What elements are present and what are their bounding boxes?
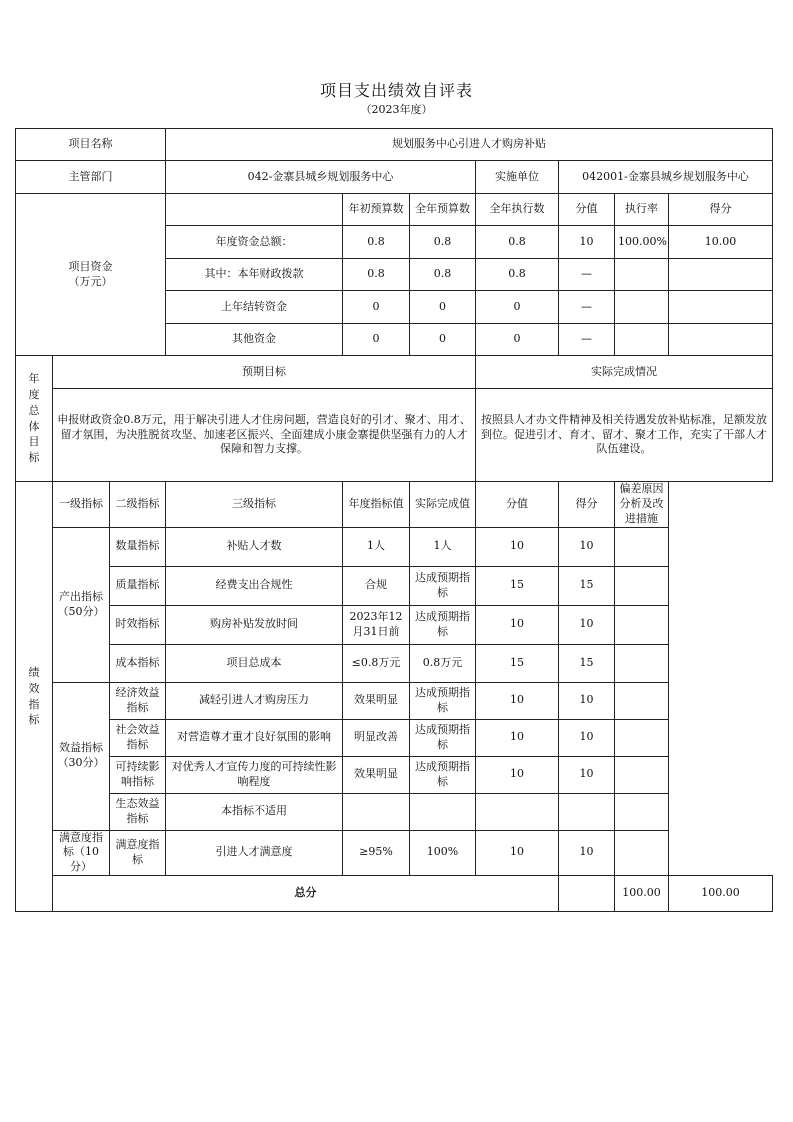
- goals-section-label: [16, 356, 53, 482]
- indicator-score: 10: [559, 830, 615, 876]
- indicator-actual: 达成预期指标: [410, 756, 476, 793]
- funds-row-initial: 0: [343, 324, 410, 356]
- funds-row-score: [669, 259, 773, 291]
- indicator-note: [615, 793, 669, 830]
- funds-header-rate: 执行率: [615, 194, 669, 226]
- goals-actual-label: 实际完成情况: [476, 356, 773, 389]
- funds-row-annual: 0: [410, 291, 476, 324]
- project-name-value: 规划服务中心引进人才购房补贴: [166, 129, 773, 161]
- indicator-score-value: 15: [476, 566, 559, 605]
- indicator-note: [615, 719, 669, 756]
- indicator-score-value: 10: [476, 830, 559, 876]
- funds-section-label-text: 项目资金 （万元）: [68, 259, 113, 288]
- indicator-level3: 补贴人才数: [166, 527, 343, 566]
- funds-row-score: [669, 291, 773, 324]
- indicator-row: [16, 830, 773, 876]
- indicator-row: [16, 527, 773, 566]
- indicator-actual: 达成预期指标: [410, 605, 476, 644]
- indicator-target: 2023年12月31日前: [343, 605, 410, 644]
- indicators-header-level1: 一级指标: [53, 482, 110, 528]
- funds-row-score: [669, 324, 773, 356]
- funds-row-executed: 0: [476, 291, 559, 324]
- page-subtitle: （2023年度）: [360, 103, 433, 116]
- indicator-level2: 社会效益指标: [110, 719, 166, 756]
- indicator-target: 效果明显: [343, 682, 410, 719]
- indicator-score-value: 15: [476, 644, 559, 682]
- indicator-score-value: 10: [476, 527, 559, 566]
- funds-row-rate: [615, 259, 669, 291]
- indicator-note: [615, 682, 669, 719]
- indicators-header-note: 偏差原因分析及改进措施: [615, 482, 669, 528]
- indicator-note: [615, 756, 669, 793]
- funds-row-rate: [615, 324, 669, 356]
- funds-header-executed: 全年执行数: [476, 194, 559, 226]
- funds-section-label: [16, 194, 166, 356]
- indicator-level3: 本指标不适用: [166, 793, 343, 830]
- indicator-row: [16, 682, 773, 719]
- indicator-level2: 时效指标: [110, 605, 166, 644]
- indicator-actual: 达成预期指标: [410, 682, 476, 719]
- indicators-header-row: [16, 482, 773, 528]
- goals-expected-label: 预期目标: [53, 356, 476, 389]
- indicators-section-label: [16, 482, 53, 912]
- indicator-level1: [53, 527, 110, 682]
- funds-row-initial: 0.8: [343, 226, 410, 259]
- goals-expected-text: 申报财政资金0.8万元，用于解决引进人才住房问题，营造良好的引才、聚才、用才、留才氛围，为决胜脱贫攻坚、加速老区振兴、全面建成小康金寨提供坚强有力的人才保障和智力支撑。: [53, 389, 476, 482]
- indicators-header-level2: 二级指标: [110, 482, 166, 528]
- indicator-score: 10: [559, 719, 615, 756]
- indicators-header-actual: 实际完成值: [410, 482, 476, 528]
- goals-section-label-text: 年度总体目标: [28, 371, 40, 465]
- indicator-target: 效果明显: [343, 756, 410, 793]
- funds-row-label: 年度资金总额：: [166, 226, 343, 259]
- funds-row-annual: 0.8: [410, 259, 476, 291]
- indicator-target: 1人: [343, 527, 410, 566]
- indicator-target: 明显改善: [343, 719, 410, 756]
- indicator-score-value: 10: [476, 682, 559, 719]
- goals-actual-text: 按照县人才办文件精神及相关待遇发放补贴标准，足额发放到位。促进引才、育才、留才、聚才工作，充实了干部人才队伍建设。: [476, 389, 773, 482]
- indicator-level1: [53, 682, 110, 830]
- indicator-actual: 达成预期指标: [410, 566, 476, 605]
- funds-row-annual: 0.8: [410, 226, 476, 259]
- funds-row-score-value: —: [559, 259, 615, 291]
- funds-row-score-value: —: [559, 291, 615, 324]
- indicator-actual: 1人: [410, 527, 476, 566]
- indicator-level3: 购房补贴发放时间: [166, 605, 343, 644]
- indicator-row: [16, 719, 773, 756]
- dept-label: 主管部门: [16, 161, 166, 194]
- funds-row-executed: 0.8: [476, 226, 559, 259]
- funds-row-annual: 0: [410, 324, 476, 356]
- indicator-score: 10: [559, 756, 615, 793]
- indicator-note: [615, 644, 669, 682]
- funds-row-initial: 0: [343, 291, 410, 324]
- impl-value: 042001-金寨县城乡规划服务中心: [559, 161, 773, 194]
- funds-row-label: 其中：本年财政拨款: [166, 259, 343, 291]
- indicator-level1-text: 效益指标 （30分）: [57, 741, 105, 770]
- funds-header-blank: [166, 194, 343, 226]
- indicator-score: 10: [559, 605, 615, 644]
- indicator-target: [343, 793, 410, 830]
- indicators-header-level3: 三级指标: [166, 482, 343, 528]
- indicator-score-value: 10: [476, 719, 559, 756]
- page-title: 项目支出绩效自评表: [319, 81, 473, 100]
- impl-label: 实施单位: [476, 161, 559, 194]
- indicator-actual: 0.8万元: [410, 644, 476, 682]
- indicator-row: [16, 644, 773, 682]
- funds-row-score-value: 10: [559, 226, 615, 259]
- funds-header-annual: 全年预算数: [410, 194, 476, 226]
- project-name-row: [16, 129, 773, 161]
- total-label: 总分: [53, 876, 559, 912]
- indicator-level3: 减轻引进人才购房压力: [166, 682, 343, 719]
- indicator-score: 15: [559, 644, 615, 682]
- indicator-score-value: 10: [476, 756, 559, 793]
- indicator-level2: 可持续影响指标: [110, 756, 166, 793]
- indicator-target: 合规: [343, 566, 410, 605]
- funds-row-executed: 0.8: [476, 259, 559, 291]
- funds-row-label: 上年结转资金: [166, 291, 343, 324]
- indicator-note: [615, 605, 669, 644]
- indicator-target: ≥95%: [343, 830, 410, 876]
- indicator-row: [16, 566, 773, 605]
- indicator-score: 10: [559, 527, 615, 566]
- funds-row-label: 其他资金: [166, 324, 343, 356]
- goals-header-row: [16, 356, 773, 389]
- dept-value: 042-金寨县城乡规划服务中心: [166, 161, 476, 194]
- indicator-level2: 经济效益指标: [110, 682, 166, 719]
- total-score-value: 100.00: [615, 876, 669, 912]
- project-name-label: 项目名称: [16, 129, 166, 161]
- funds-header-initial: 年初预算数: [343, 194, 410, 226]
- indicator-level3: 对优秀人才宣传力度的可持续性影响程度: [166, 756, 343, 793]
- dept-row: [16, 161, 773, 194]
- indicators-header-score-value: 分值: [476, 482, 559, 528]
- indicators-section-label-text: 绩效指标: [28, 665, 40, 727]
- indicator-note: [615, 566, 669, 605]
- indicator-target: ≤0.8万元: [343, 644, 410, 682]
- indicator-level2: 数量指标: [110, 527, 166, 566]
- indicator-level3: 引进人才满意度: [166, 830, 343, 876]
- total-blank: [559, 876, 615, 912]
- indicators-header-score: 得分: [559, 482, 615, 528]
- indicator-level3: 对营造尊才重才良好氛围的影响: [166, 719, 343, 756]
- indicator-actual: 达成预期指标: [410, 719, 476, 756]
- indicator-score-value: 10: [476, 605, 559, 644]
- indicator-row: [16, 756, 773, 793]
- funds-row-score-value: —: [559, 324, 615, 356]
- indicator-level3: 项目总成本: [166, 644, 343, 682]
- funds-row-initial: 0.8: [343, 259, 410, 291]
- indicator-level2: 质量指标: [110, 566, 166, 605]
- funds-row-rate: [615, 291, 669, 324]
- funds-header-row: [16, 194, 773, 226]
- funds-row-executed: 0: [476, 324, 559, 356]
- indicator-level2: 生态效益指标: [110, 793, 166, 830]
- total-row: [16, 876, 773, 912]
- indicator-actual: [410, 793, 476, 830]
- funds-row-score: 10.00: [669, 226, 773, 259]
- goals-content-row: [16, 389, 773, 482]
- indicator-score: 10: [559, 682, 615, 719]
- indicator-row: [16, 793, 773, 830]
- funds-header-score-value: 分值: [559, 194, 615, 226]
- evaluation-table: [15, 128, 773, 912]
- indicators-header-target: 年度指标值: [343, 482, 410, 528]
- indicator-actual: 100%: [410, 830, 476, 876]
- indicator-note: [615, 830, 669, 876]
- total-score: 100.00: [669, 876, 773, 912]
- indicator-level1: 满意度指标（10分）: [53, 830, 110, 876]
- funds-row-rate: 100.00%: [615, 226, 669, 259]
- indicator-score: [559, 793, 615, 830]
- indicator-row: [16, 605, 773, 644]
- indicator-note: [615, 527, 669, 566]
- indicator-level1-text: 产出指标 （50分）: [57, 589, 105, 618]
- indicator-level2: 满意度指标: [110, 830, 166, 876]
- funds-header-score: 得分: [669, 194, 773, 226]
- indicator-level3: 经费支出合规性: [166, 566, 343, 605]
- indicator-level2: 成本指标: [110, 644, 166, 682]
- indicator-score-value: [476, 793, 559, 830]
- indicator-score: 15: [559, 566, 615, 605]
